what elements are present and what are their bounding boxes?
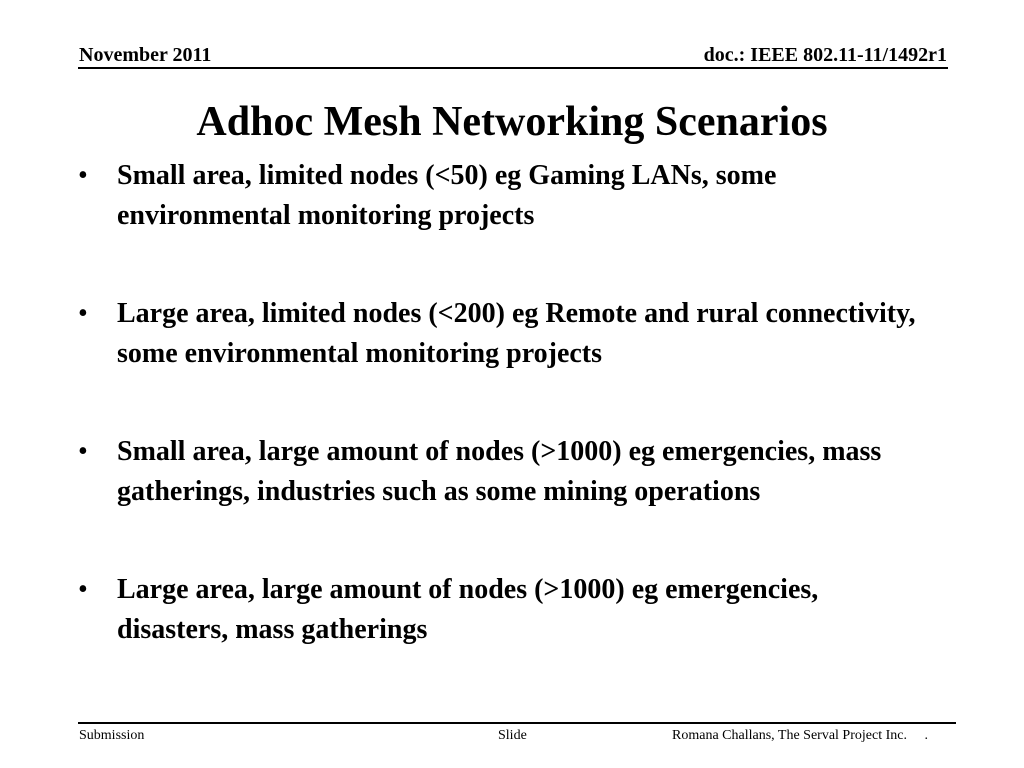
bullet-list — [78, 156, 928, 650]
footer-submission: Submission — [79, 728, 145, 743]
bullet-marker: • — [78, 298, 88, 329]
bullet-text: Large area, limited nodes (<200) eg Remote and rural connectivity, some environmental monitoring projects — [117, 298, 916, 369]
bullet-text: Small area, limited nodes (<50) eg Gaming LANs, some environmental monitoring projects — [117, 160, 777, 231]
footer-author: Romana Challans, The Serval Project Inc. . — [672, 728, 928, 743]
footer-slide-label: Slide — [498, 728, 527, 743]
bullet-item-large-area-large-nodes — [78, 570, 928, 650]
footer-divider — [78, 722, 956, 724]
bullet-text: Large area, large amount of nodes (>1000) eg emergencies, disasters, mass gatherings — [117, 574, 819, 645]
header-divider — [78, 67, 948, 69]
bullet-marker: • — [78, 160, 88, 191]
bullet-marker: • — [78, 574, 88, 605]
slide-title: Adhoc Mesh Networking Scenarios — [196, 99, 828, 145]
header-document-id: doc.: IEEE 802.11-11/1492r1 — [703, 44, 947, 66]
bullet-marker: • — [78, 436, 88, 467]
bullet-item-small-area-limited-nodes — [78, 156, 928, 236]
bullet-text: Small area, large amount of nodes (>1000) eg emergencies, mass gatherings, industries such as some mining operations — [117, 436, 882, 507]
header-date: November 2011 — [79, 44, 212, 66]
bullet-item-small-area-large-nodes — [78, 432, 928, 512]
bullet-item-large-area-limited-nodes — [78, 294, 928, 374]
